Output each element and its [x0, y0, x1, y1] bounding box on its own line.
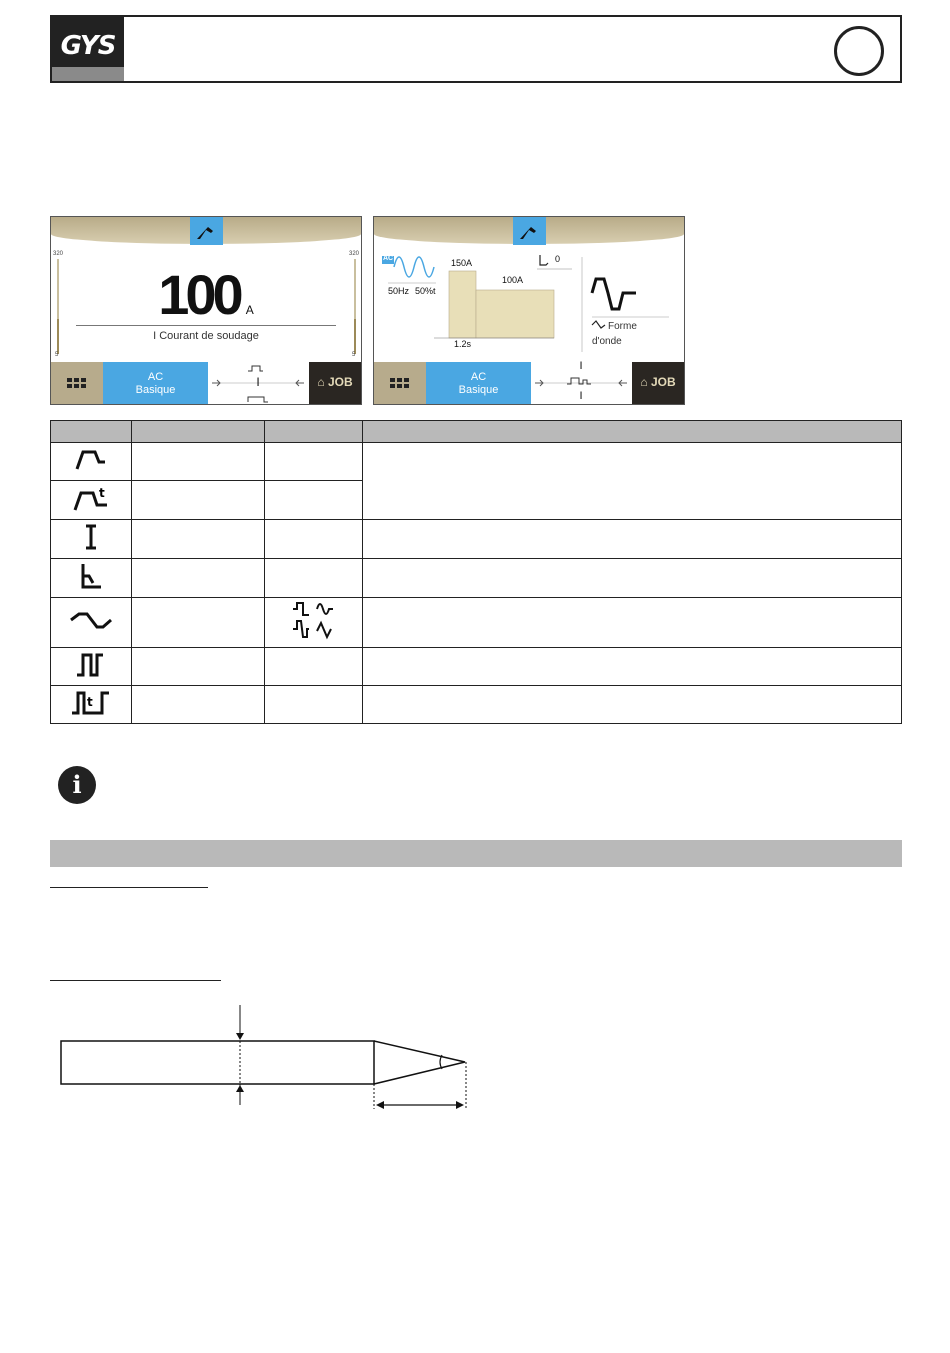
freq-label: 50Hz — [388, 286, 410, 296]
base-label: 100A — [502, 275, 524, 285]
downslope-mini-icon — [540, 255, 548, 265]
diameter-arrow-top — [236, 1033, 244, 1040]
table-row — [51, 648, 902, 686]
table-cell — [132, 686, 265, 724]
subheading-rule-1 — [50, 887, 208, 888]
table-cell — [265, 481, 363, 520]
current-icon — [71, 522, 111, 552]
table-cell — [265, 520, 363, 559]
downslope-icon — [71, 561, 111, 591]
current-value: 100 — [158, 263, 240, 326]
job-button[interactable] — [632, 362, 684, 404]
selector-prev: I — [579, 360, 583, 372]
svg-text:t: t — [87, 695, 93, 709]
tip-length-arrow-right — [456, 1101, 464, 1109]
mode-line1: AC — [470, 371, 487, 383]
grid-menu-icon — [374, 362, 426, 404]
left-gauge-min: 5 — [55, 352, 59, 358]
table-cell — [132, 648, 265, 686]
table-row — [51, 443, 902, 481]
table-cell — [132, 559, 265, 598]
mode-line2: Basique — [135, 384, 176, 396]
icon-cell — [51, 686, 132, 724]
trapezoid-wave-icon — [592, 279, 636, 309]
waveform-label-1: Forme — [608, 321, 637, 332]
info-icon: i — [58, 766, 96, 804]
right-gauge-min: 5 — [352, 352, 356, 358]
table-row — [51, 559, 902, 598]
time-label: 1.2s — [454, 339, 472, 349]
logo-band — [52, 67, 124, 81]
table-cell — [265, 648, 363, 686]
table-cell — [363, 598, 902, 648]
table-cell — [265, 559, 363, 598]
right-gauge-max: 320 — [349, 251, 360, 257]
subheading-rule-2 — [50, 980, 221, 981]
electrode-diagram — [50, 1005, 490, 1115]
menu-button[interactable] — [374, 362, 426, 404]
table-cell — [265, 443, 363, 481]
icon-cell — [51, 520, 132, 559]
selector-next: I — [579, 390, 583, 402]
param-divider — [76, 325, 336, 326]
icon-cell — [265, 598, 363, 648]
waveform-label-2: d'onde — [592, 336, 622, 347]
header-cell — [265, 421, 363, 443]
tip-length-arrow-left — [376, 1101, 384, 1109]
selector-value: I — [256, 375, 260, 389]
page-header — [50, 15, 902, 83]
icon-cell — [51, 648, 132, 686]
job-button[interactable] — [309, 362, 361, 404]
table-cell — [132, 443, 265, 481]
mode-line2: Basique — [458, 384, 499, 396]
section-heading-bar — [50, 840, 902, 867]
base-bar — [476, 290, 554, 338]
postgas-label: 0 — [555, 254, 561, 264]
mode-line1: AC — [147, 371, 164, 383]
svg-text:t: t — [99, 485, 105, 500]
pulse-timed-icon — [69, 687, 113, 717]
table-header-row — [51, 421, 902, 443]
hot-start-icon — [71, 444, 111, 474]
pulse-icon — [71, 649, 111, 679]
logo-text: GYS — [60, 31, 116, 61]
screen-ac-synergic — [373, 216, 685, 405]
electrode-tip — [374, 1041, 465, 1084]
ac-waveform-icon — [69, 605, 113, 635]
table-row — [51, 686, 902, 724]
icon-cell — [51, 598, 132, 648]
diameter-arrow-bottom — [236, 1085, 244, 1092]
table-cell — [363, 443, 902, 520]
language-circle-icon — [834, 26, 884, 76]
ac-wave-icon — [394, 257, 434, 277]
param-label: I Courant de soudage — [153, 330, 259, 342]
job-label: JOB — [650, 375, 676, 389]
gys-logo — [52, 17, 124, 81]
header-cell — [363, 421, 902, 443]
table-cell — [363, 686, 902, 724]
peak-label: 150A — [451, 258, 473, 268]
screen-basic-current — [50, 216, 362, 405]
header-cell — [51, 421, 132, 443]
parameter-selector[interactable] — [208, 362, 308, 404]
menu-button[interactable] — [51, 362, 103, 404]
tig-torch-icon — [190, 217, 223, 245]
table-cell — [363, 559, 902, 598]
current-unit: A — [245, 303, 254, 317]
peak-bar — [449, 271, 476, 338]
balance-label: 50%t — [415, 286, 436, 296]
table-cell — [132, 481, 265, 520]
table-cell — [363, 520, 902, 559]
icon-cell — [51, 481, 132, 520]
home-icon: ⌂ — [317, 375, 325, 389]
table-cell — [363, 648, 902, 686]
parameter-selector[interactable] — [531, 362, 631, 404]
ac-badge: AC — [383, 255, 394, 262]
table-cell — [265, 686, 363, 724]
electrode-body — [61, 1041, 374, 1084]
table-cell — [132, 520, 265, 559]
mode-button[interactable] — [426, 362, 531, 404]
hot-start-timed-icon — [71, 483, 111, 513]
current-value-display — [51, 262, 361, 327]
wave-form-mini-icon — [592, 321, 605, 328]
icon-cell — [51, 559, 132, 598]
grid-menu-icon — [51, 362, 103, 404]
parameter-table — [50, 420, 902, 724]
icon-cell — [51, 443, 132, 481]
job-label: JOB — [327, 375, 353, 389]
home-icon: ⌂ — [640, 375, 648, 389]
left-gauge-max: 320 — [53, 251, 64, 257]
process-tig-button[interactable] — [190, 217, 223, 245]
table-row — [51, 520, 902, 559]
table-cell — [132, 598, 265, 648]
header-cell — [132, 421, 265, 443]
mode-button[interactable] — [103, 362, 208, 404]
waveform-options-icon — [289, 599, 339, 641]
table-row — [51, 598, 902, 648]
